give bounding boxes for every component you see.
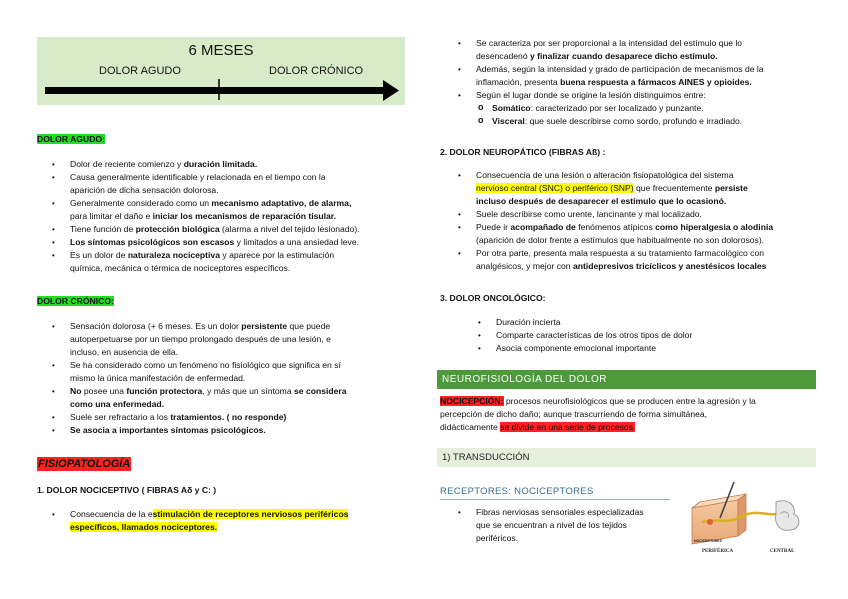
timeline-arrow: [37, 77, 405, 105]
receptores-list: [456, 506, 644, 545]
diagram-label-periferica: PERIFÉRICA: [702, 549, 734, 554]
agudo-heading: DOLOR AGUDO:: [37, 134, 105, 144]
cronico-heading: DOLOR CRÓNICO:: [37, 296, 114, 306]
list-item: • Causa generalmente identificable y relacionada en el tiempo con la aparición de dicha sensación dolorosa.: [50, 171, 360, 197]
list-item: • Además, según la intensidad y grado de participación de mecanismos de la inflamación, presenta buena respuesta a fármacos AINES y opioides.: [456, 63, 764, 89]
list-item: • Comparte características de los otros tipos de dolor: [476, 329, 692, 342]
diagram-label-central: CENTRAL: [770, 549, 795, 554]
list-item: • Se caracteriza por ser proporcional a la intensidad del estímulo que lo desencadenó y finalizar cuando desaparece dicho estímulo.: [456, 37, 764, 63]
list-item: • Consecuencia de la estimulación de receptores nerviosos periféricos específicos, llamados nociceptores.: [50, 508, 348, 534]
list-item: • Los síntomas psicológicos son escasos y limitados a una ansiedad leve.: [50, 236, 360, 249]
transduccion-heading: 1) TRANSDUCCIÓN: [437, 448, 816, 467]
oncologico-list: [476, 316, 692, 355]
nocicepcion-paragraph: NOCICEPCIÓN: procesos neurofisiológicos que se producen entre la agresión y la percepción de dicho daño; aunque trascurriendo de forma simultánea, didácticamente se divide en una serie de procesos.: [440, 396, 756, 432]
list-item: • Generalmente considerado como un mecanismo adaptativo, de alarma, para limitar el daño e iniciar los mecanismos de reparación tisular.: [50, 197, 360, 223]
list-item: • Duración incierta: [476, 316, 692, 329]
list-item: • Fibras nerviosas sensoriales especializadas que se encuentran a nivel de los tejidos periféricos.: [456, 506, 644, 545]
nociceptor-diagram: [676, 478, 816, 556]
neurofisio-heading: NEUROFISIOLOGÍA DEL DOLOR: [437, 370, 816, 389]
cronico-list: [50, 320, 347, 437]
receptores-divider: [440, 499, 670, 500]
nociceptivo-list: [50, 508, 348, 534]
list-item: • Según el lugar donde se origine la lesión distinguimos entre:: [456, 89, 764, 102]
list-item: • Consecuencia de una lesión o alteración fisiopatológica del sistema nervioso central (SNC) o periférico (SNP) que frecuentemente persiste incluso después de desaparecer el estímulo que lo ocasionó.: [456, 169, 773, 208]
banner-title: 6 MESES: [188, 42, 254, 59]
list-item: • Se ha considerado como un fenómeno no fisiológico que significa en sí mismo la única manifestación de enfermedad.: [50, 359, 347, 385]
list-item: o Visceral: que suele describirse como sordo, profundo e irradiado.: [456, 115, 764, 128]
diagram-label-nociceptores: NOCICEPTORES: [694, 539, 722, 543]
list-item: • Puede ir acompañado de fenómenos atípicos como hiperalgesia o alodinia (aparición de dolor frente a estímulos que habitualmente no son dolorosos).: [456, 221, 773, 247]
list-item: o Somático: caracterizado por ser localizado y punzante.: [456, 102, 764, 115]
list-item: • Es un dolor de naturaleza nociceptiva y aparece por la estimulación química, mecánica o térmica de nociceptores específicos.: [50, 249, 360, 275]
nociceptivo-heading: 1. DOLOR NOCICEPTIVO ( FIBRAS Aδ y C: ): [37, 485, 217, 495]
neuropatico-heading: 2. DOLOR NEUROPÁTICO (FIBRAS Aß) :: [440, 147, 606, 157]
receptores-heading: RECEPTORES: NOCICEPTORES: [440, 486, 594, 497]
list-item: • Sensación dolorosa (+ 6 meses. Es un dolor persistente que puede autoperpetuarse por un tiempo prolongado después de una lesión, e incluso, en ausencia de ella.: [50, 320, 347, 359]
agudo-list: [50, 158, 360, 275]
banner-right-label: DOLOR CRÓNICO: [269, 65, 364, 77]
oncologico-heading: 3. DOLOR ONCOLÓGICO:: [440, 293, 546, 303]
list-item: • Dolor de reciente comienzo y duración limitada.: [50, 158, 360, 171]
nociceptivo-cont-list: [456, 37, 764, 128]
list-item: • No posee una función protectora, y más que un síntoma se considera como una enfermedad.: [50, 385, 347, 411]
list-item: • Tiene función de protección biológica (alarma a nivel del tejido lesionado).: [50, 223, 360, 236]
list-item: • Se asocia a importantes síntomas psicológicos.: [50, 424, 347, 437]
list-item: • Suele describirse como urente, lancinante y mal localizado.: [456, 208, 773, 221]
timeline-banner: [37, 37, 405, 105]
list-item: • Asocia componente emocional importante: [476, 342, 692, 355]
list-item: • Suele ser refractario a los tratamientos. ( no responde): [50, 411, 347, 424]
list-item: • Por otra parte, presenta mala respuesta a su tratamiento farmacológico con analgésicos, y mejor con antidepresivos tricíclicos y anestésicos locales: [456, 247, 773, 273]
neuropatico-list: [456, 169, 773, 273]
fisio-heading: FISIOPATOLOGÍA: [38, 458, 131, 470]
banner-left-label: DOLOR AGUDO: [99, 65, 181, 77]
